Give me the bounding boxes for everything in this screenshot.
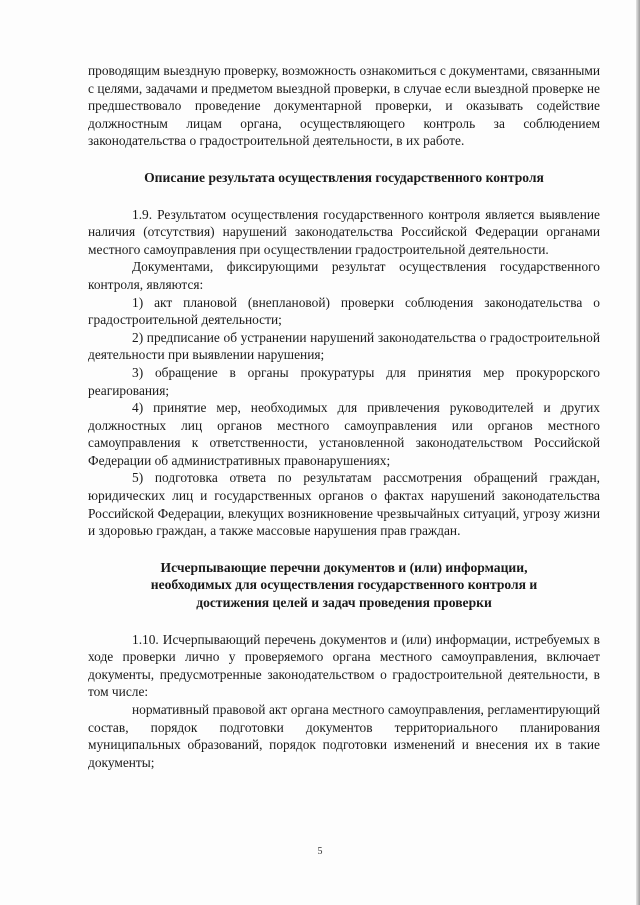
list-item: 5) подготовка ответа по результатам рассмотрения обращений граждан, юридических лиц и государственных органов о фактах нарушений законодательства Российской Федерации, влекущих возникновение чрезвычайных ситуаций, угрозу жизни и здоровью граждан, а также массовые нарушения прав граждан. <box>88 470 600 539</box>
section-heading-line: Исчерпывающие перечни документов и (или) информации, <box>160 559 528 575</box>
section-heading-documents <box>88 559 600 612</box>
section-heading-result: Описание результата осуществления государственного контроля <box>144 169 544 185</box>
list-item: 3) обращение в органы прокуратуры для принятия мер прокурорского реагирования; <box>88 364 600 398</box>
intro-paragraph: проводящим выездную проверку, возможность ознакомиться с документами, связанными с целями, задачами и предметом выездной проверки, в случае если выездной проверке не предшествовало проведение документарной проверки, и оказывать содействие должностным лицам органа, осуществляющего контроль за соблюдением законодательства о градостроительной деятельности, в их работе. <box>88 63 600 149</box>
paragraph-documents: Документами, фиксирующими результат осуществления государственного контроля, являются: <box>88 259 600 292</box>
list-item: 4) принятие мер, необходимых для привлечения руководителей и других должностных лиц органов местного самоуправления или органов местного самоуправления к ответственности, установленной законодательством Российской Федерации об административных правонарушениях; <box>88 400 600 468</box>
page-number: 5 <box>317 846 323 857</box>
paragraph-normative-act: нормативный правовой акт органа местного самоуправления, регламентирующий состав, порядок подготовки документов территориального планирования муниципальных образований, порядок подготовки изменений и внесения их в такие документы; <box>88 702 600 770</box>
list-item: 2) предписание об устранении нарушений законодательства о градостроительной деятельности при выявлении нарушения; <box>88 329 600 363</box>
section-heading-line: необходимых для осуществления государственного контроля и <box>150 577 538 593</box>
document-body <box>88 62 600 771</box>
scan-edge <box>636 0 640 905</box>
list-item: 1) акт плановой (внеплановой) проверки соблюдения законодательства о градостроительной деятельности; <box>88 294 600 328</box>
paragraph-1-10: 1.10. Исчерпывающий перечень документов и (или) информации, истребуемых в ходе проверки лично у проверяемого органа местного самоуправления, включает документы, предусмотренные законодательством о градостроительной деятельности, в том числе: <box>88 631 600 700</box>
paragraph-1-9: 1.9. Результатом осуществления государственного контроля является выявление наличия (отсутствия) нарушений законодательства Российской Федерации органами местного самоуправления при осуществлении градостроительной деятельности. <box>88 206 600 257</box>
section-heading-line: достижения целей и задач проведения проверки <box>196 595 492 611</box>
